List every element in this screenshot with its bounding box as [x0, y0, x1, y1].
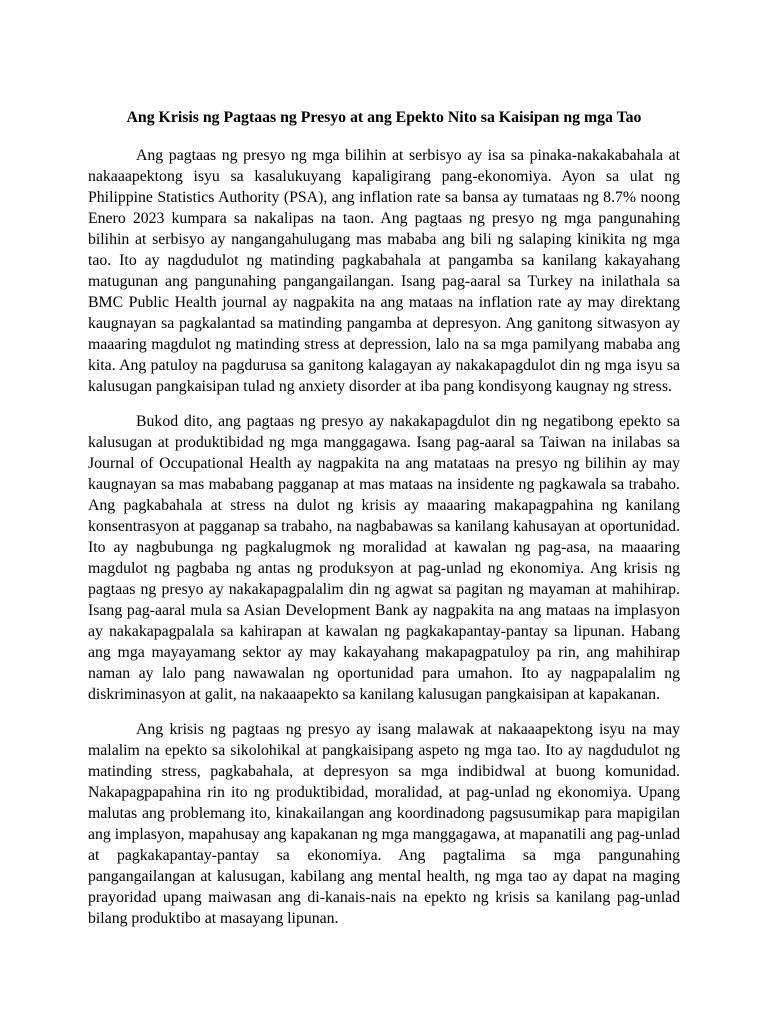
document-body [88, 145, 680, 943]
paragraph-1: Ang pagtaas ng presyo ng mga bilihin at serbisyo ay isa sa pinaka-nakakabahala at nakaaapektong isyu sa kasalukuyang kapaligirang pang-ekonomiya. Ayon sa ulat ng Philippine Statistics Authority (PSA), ang inflation rate sa bansa ay tumataas ng 8.7% noong Enero 2023 kumpara sa nakalipas na taon. Ang pagtaas ng presyo ng mga pangunahing bilihin at serbisyo ay nangangahulugang mas mababa ang bili ng salaping kinikita ng mga tao. Ito ay nagdudulot ng matinding pagkabahala at pangamba sa kanilang kakayahang matugunan ang pangunahing pangangailangan. Isang pag-aaral sa Turkey na inilathala sa BMC Public Health journal ay nagpakita na ang mataas na inflation rate ay may direktang kaugnayan sa pagkalantad sa matinding pangamba at depresyon. Ang ganitong sitwasyon ay maaaring magdulot ng matinding stress at depression, lalo na sa mga pamilyang mababa ang kita. Ang patuloy na pagdurusa sa ganitong kalagayan ay nakakapagdulot din ng mga isyu sa kalusugan pangkaisipan tulad ng anxiety disorder at iba pang kondisyong kaugnay ng stress. [88, 147, 680, 395]
paragraph-3: Ang krisis ng pagtaas ng presyo ay isang malawak at nakaaapektong isyu na may malalim na epekto sa sikolohikal at pangkaisipang aspeto ng mga tao. Ito ay nagdudulot ng matinding stress, pagkabahala, at depresyon sa mga indibidwal at buong komunidad. Nakapagpapahina rin ito ng produktibidad, moralidad, at pag-unlad ng ekonomiya. Upang malutas ang problemang ito, kinakailangan ang koordinadong pagsusumikap para mapigilan ang implasyon, mapahusay ang kapakanan ng mga manggagawa, at mapanatili ang pag-unlad at pagkakapantay-pantay sa ekonomiya. Ang pagtalima sa mga pangunahing pangangailangan at kalusugan, kabilang ang mental health, ng mga tao ay dapat na maging prayoridad upang maiwasan ang di-kanais-nais na epekto ng krisis sa kanilang pag-unlad bilang produktibo at masayang lipunan. [88, 721, 680, 927]
document-title: Ang Krisis ng Pagtaas ng Presyo at ang Epekto Nito sa Kaisipan ng mga Tao [126, 109, 642, 126]
paragraph-2: Bukod dito, ang pagtaas ng presyo ay nakakapagdulot din ng negatibong epekto sa kalusugan at produktibidad ng mga manggagawa. Isang pag-aaral sa Taiwan na inilabas sa Journal of Occupational Health ay nagpakita na ang matataas na presyo ng bilihin ay may kaugnayan sa mas mababang pagganap at mas mataas na insidente ng pagkawala sa trabaho. Ang pagkabahala at stress na dulot ng krisis ay maaaring makapagpahina ng kanilang konsentrasyon at pagganap sa trabaho, na nagbabawas sa kanilang kahusayan at oportunidad. Ito ay nagbubunga ng pagkalugmok ng moralidad at kawalan ng pag-asa, na maaaring magdulot ng pagbaba ng antas ng produksyon at pag-unlad ng ekonomiya. Ang krisis ng pagtaas ng presyo ay nakakapagpalalim din ng agwat sa pagitan ng mayaman at mahihirap. Isang pag-aaral mula sa Asian Development Bank ay nagpakita na ang mataas na implasyon ay nakakapagpalala sa kahirapan at kawalan ng pagkakapantay-pantay sa lipunan. Habang ang mga mayayamang sektor ay may kakayahang makapagpatuloy pa rin, ang mahihirap naman ay lalo pang nawawalan ng oportunidad para umahon. Ito ay nagpapalalim ng diskriminasyon at galit, na nakaaapekto sa kanilang kalusugan pangkaisipan at kapakanan. [88, 413, 680, 703]
